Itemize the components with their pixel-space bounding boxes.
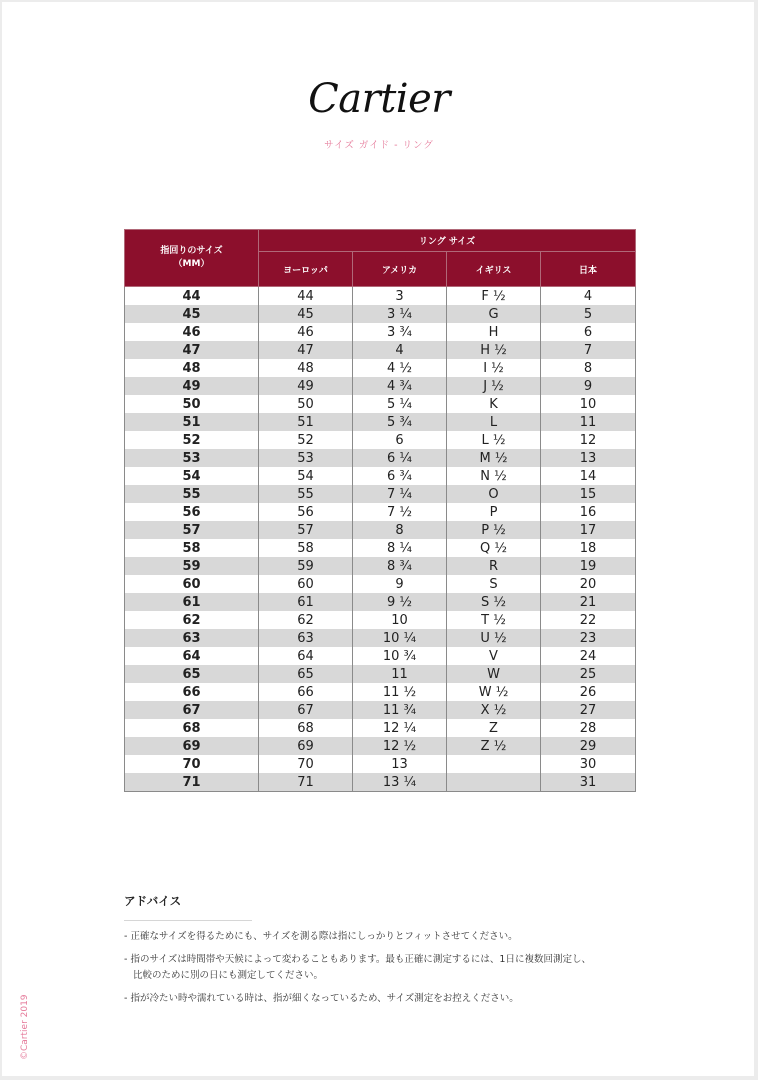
- cell-uk: R: [447, 557, 541, 575]
- cell-uk: V: [447, 647, 541, 665]
- table-row: [125, 701, 636, 719]
- cell-uk: K: [447, 395, 541, 413]
- cell-japan: 10: [541, 395, 636, 413]
- table-row: [125, 413, 636, 431]
- cell-america: 9 ½: [353, 593, 447, 611]
- cell-mm: 44: [125, 287, 259, 306]
- table-row: [125, 737, 636, 755]
- cell-america: 13 ¼: [353, 773, 447, 792]
- cell-japan: 18: [541, 539, 636, 557]
- table-row: [125, 575, 636, 593]
- cell-japan: 8: [541, 359, 636, 377]
- cell-europe: 58: [259, 539, 353, 557]
- cell-japan: 29: [541, 737, 636, 755]
- column-header-uk: イギリス: [447, 252, 541, 287]
- table-row: [125, 611, 636, 629]
- cell-mm: 66: [125, 683, 259, 701]
- cell-mm: 55: [125, 485, 259, 503]
- brand-logo: Cartier: [308, 76, 450, 122]
- cell-japan: 19: [541, 557, 636, 575]
- cell-europe: 65: [259, 665, 353, 683]
- cell-mm: 59: [125, 557, 259, 575]
- cell-mm: 57: [125, 521, 259, 539]
- cell-uk: L: [447, 413, 541, 431]
- cell-uk: X ½: [447, 701, 541, 719]
- table-row: [125, 539, 636, 557]
- finger-size-header-line1: 指回りのサイズ: [160, 246, 223, 256]
- table-row: [125, 449, 636, 467]
- cell-europe: 67: [259, 701, 353, 719]
- table-row: [125, 521, 636, 539]
- cell-europe: 47: [259, 341, 353, 359]
- cell-america: 4 ½: [353, 359, 447, 377]
- table-row: [125, 323, 636, 341]
- table-row: [125, 773, 636, 792]
- cell-uk: W: [447, 665, 541, 683]
- cell-japan: 7: [541, 341, 636, 359]
- cell-uk: H: [447, 323, 541, 341]
- cell-europe: 53: [259, 449, 353, 467]
- cell-america: 6 ¾: [353, 467, 447, 485]
- cell-america: 8: [353, 521, 447, 539]
- table-row: [125, 395, 636, 413]
- cell-uk: P: [447, 503, 541, 521]
- cell-japan: 22: [541, 611, 636, 629]
- cell-mm: 45: [125, 305, 259, 323]
- cell-europe: 44: [259, 287, 353, 306]
- cell-uk: G: [447, 305, 541, 323]
- cell-japan: 4: [541, 287, 636, 306]
- ring-size-table: [124, 229, 636, 792]
- ring-size-group-header: リング サイズ: [259, 230, 636, 252]
- cell-america: 12 ¼: [353, 719, 447, 737]
- table-row: [125, 629, 636, 647]
- cell-europe: 71: [259, 773, 353, 792]
- cell-america: 8 ¾: [353, 557, 447, 575]
- cell-mm: 58: [125, 539, 259, 557]
- table-row: [125, 503, 636, 521]
- cell-mm: 56: [125, 503, 259, 521]
- table-row: [125, 647, 636, 665]
- cell-japan: 30: [541, 755, 636, 773]
- cell-mm: 63: [125, 629, 259, 647]
- cell-uk: Z ½: [447, 737, 541, 755]
- cell-japan: 13: [541, 449, 636, 467]
- cell-mm: 51: [125, 413, 259, 431]
- cell-europe: 69: [259, 737, 353, 755]
- cell-europe: 59: [259, 557, 353, 575]
- cell-america: 7 ½: [353, 503, 447, 521]
- cell-uk: L ½: [447, 431, 541, 449]
- cell-mm: 49: [125, 377, 259, 395]
- cell-japan: 26: [541, 683, 636, 701]
- cell-mm: 68: [125, 719, 259, 737]
- cell-uk: Q ½: [447, 539, 541, 557]
- cell-america: 4: [353, 341, 447, 359]
- table-body: [125, 287, 636, 792]
- cell-mm: 70: [125, 755, 259, 773]
- table-row: [125, 719, 636, 737]
- cell-europe: 51: [259, 413, 353, 431]
- cell-europe: 55: [259, 485, 353, 503]
- cell-japan: 5: [541, 305, 636, 323]
- advice-item: [124, 952, 654, 984]
- cell-america: 11 ½: [353, 683, 447, 701]
- finger-size-header: [125, 230, 259, 287]
- advice-item-line: - 指のサイズは時間帯や天候によって変わることもあります。最も正確に測定するには、1日に複数回測定し、: [124, 954, 591, 965]
- cell-mm: 47: [125, 341, 259, 359]
- cell-america: 13: [353, 755, 447, 773]
- table-row: [125, 287, 636, 306]
- cell-america: 5 ¾: [353, 413, 447, 431]
- cell-america: 10: [353, 611, 447, 629]
- cell-uk: Z: [447, 719, 541, 737]
- cell-mm: 61: [125, 593, 259, 611]
- cell-america: 3 ¾: [353, 323, 447, 341]
- table-row: [125, 467, 636, 485]
- cell-europe: 45: [259, 305, 353, 323]
- cell-america: 12 ½: [353, 737, 447, 755]
- cell-japan: 20: [541, 575, 636, 593]
- cell-japan: 16: [541, 503, 636, 521]
- cell-uk: T ½: [447, 611, 541, 629]
- cell-mm: 54: [125, 467, 259, 485]
- cell-japan: 24: [541, 647, 636, 665]
- cell-japan: 15: [541, 485, 636, 503]
- column-header-japan: 日本: [541, 252, 636, 287]
- table-row: [125, 485, 636, 503]
- cell-mm: 67: [125, 701, 259, 719]
- cell-mm: 71: [125, 773, 259, 792]
- table-row: [125, 665, 636, 683]
- cell-japan: 28: [541, 719, 636, 737]
- cell-mm: 65: [125, 665, 259, 683]
- cell-uk: H ½: [447, 341, 541, 359]
- cell-europe: 46: [259, 323, 353, 341]
- cell-uk: J ½: [447, 377, 541, 395]
- cell-mm: 53: [125, 449, 259, 467]
- cell-uk: [447, 773, 541, 792]
- cell-uk: N ½: [447, 467, 541, 485]
- cell-uk: F ½: [447, 287, 541, 306]
- table-row: [125, 377, 636, 395]
- cell-europe: 63: [259, 629, 353, 647]
- cell-europe: 61: [259, 593, 353, 611]
- advice-list: [124, 929, 654, 1014]
- cell-america: 11 ¾: [353, 701, 447, 719]
- cell-uk: S ½: [447, 593, 541, 611]
- cell-japan: 11: [541, 413, 636, 431]
- cell-japan: 31: [541, 773, 636, 792]
- cell-europe: 57: [259, 521, 353, 539]
- table-row: [125, 431, 636, 449]
- cell-japan: 12: [541, 431, 636, 449]
- cell-europe: 49: [259, 377, 353, 395]
- cell-america: 6: [353, 431, 447, 449]
- cell-mm: 46: [125, 323, 259, 341]
- cell-japan: 23: [541, 629, 636, 647]
- cell-japan: 9: [541, 377, 636, 395]
- cell-america: 10 ¾: [353, 647, 447, 665]
- cell-america: 11: [353, 665, 447, 683]
- advice-item: - 正確なサイズを得るためにも、サイズを測る際は指にしっかりとフィットさせてください。: [124, 931, 518, 942]
- cell-europe: 68: [259, 719, 353, 737]
- table-row: [125, 755, 636, 773]
- cell-america: 3 ¼: [353, 305, 447, 323]
- table-row: [125, 593, 636, 611]
- cell-europe: 62: [259, 611, 353, 629]
- cell-europe: 48: [259, 359, 353, 377]
- cell-mm: 69: [125, 737, 259, 755]
- advice-divider: [124, 920, 252, 921]
- table-row: [125, 305, 636, 323]
- cell-mm: 48: [125, 359, 259, 377]
- cell-mm: 62: [125, 611, 259, 629]
- table-row: [125, 359, 636, 377]
- page-subtitle: サイズ ガイド - リング: [324, 140, 434, 151]
- column-header-america: アメリカ: [353, 252, 447, 287]
- cell-uk: I ½: [447, 359, 541, 377]
- table-row: [125, 557, 636, 575]
- cell-america: 3: [353, 287, 447, 306]
- cell-america: 6 ¼: [353, 449, 447, 467]
- cell-uk: M ½: [447, 449, 541, 467]
- copyright: ©Cartier 2019: [20, 994, 30, 1060]
- cell-uk: P ½: [447, 521, 541, 539]
- cell-europe: 64: [259, 647, 353, 665]
- cell-europe: 50: [259, 395, 353, 413]
- advice-item-line: 比較のために別の日にも測定してください。: [133, 970, 324, 981]
- cell-europe: 52: [259, 431, 353, 449]
- table-row: [125, 341, 636, 359]
- cell-america: 9: [353, 575, 447, 593]
- cell-japan: 25: [541, 665, 636, 683]
- cell-europe: 66: [259, 683, 353, 701]
- cell-america: 10 ¼: [353, 629, 447, 647]
- cell-europe: 70: [259, 755, 353, 773]
- cell-uk: W ½: [447, 683, 541, 701]
- finger-size-header-line2: （MM）: [173, 259, 210, 269]
- cell-mm: 60: [125, 575, 259, 593]
- cell-uk: U ½: [447, 629, 541, 647]
- advice-title: アドバイス: [124, 894, 182, 908]
- column-header-europe: ヨーロッパ: [259, 252, 353, 287]
- cell-europe: 56: [259, 503, 353, 521]
- cell-japan: 6: [541, 323, 636, 341]
- cell-america: 5 ¼: [353, 395, 447, 413]
- cell-uk: O: [447, 485, 541, 503]
- cell-mm: 52: [125, 431, 259, 449]
- advice-item: - 指が冷たい時や濡れている時は、指が細くなっているため、サイズ測定をお控えください。: [124, 993, 519, 1004]
- cell-japan: 21: [541, 593, 636, 611]
- cell-uk: [447, 755, 541, 773]
- cell-mm: 50: [125, 395, 259, 413]
- cell-america: 8 ¼: [353, 539, 447, 557]
- cell-europe: 60: [259, 575, 353, 593]
- cell-japan: 27: [541, 701, 636, 719]
- cell-mm: 64: [125, 647, 259, 665]
- cell-america: 7 ¼: [353, 485, 447, 503]
- cell-japan: 14: [541, 467, 636, 485]
- table-row: [125, 683, 636, 701]
- cell-america: 4 ¾: [353, 377, 447, 395]
- cell-japan: 17: [541, 521, 636, 539]
- cell-europe: 54: [259, 467, 353, 485]
- cell-uk: S: [447, 575, 541, 593]
